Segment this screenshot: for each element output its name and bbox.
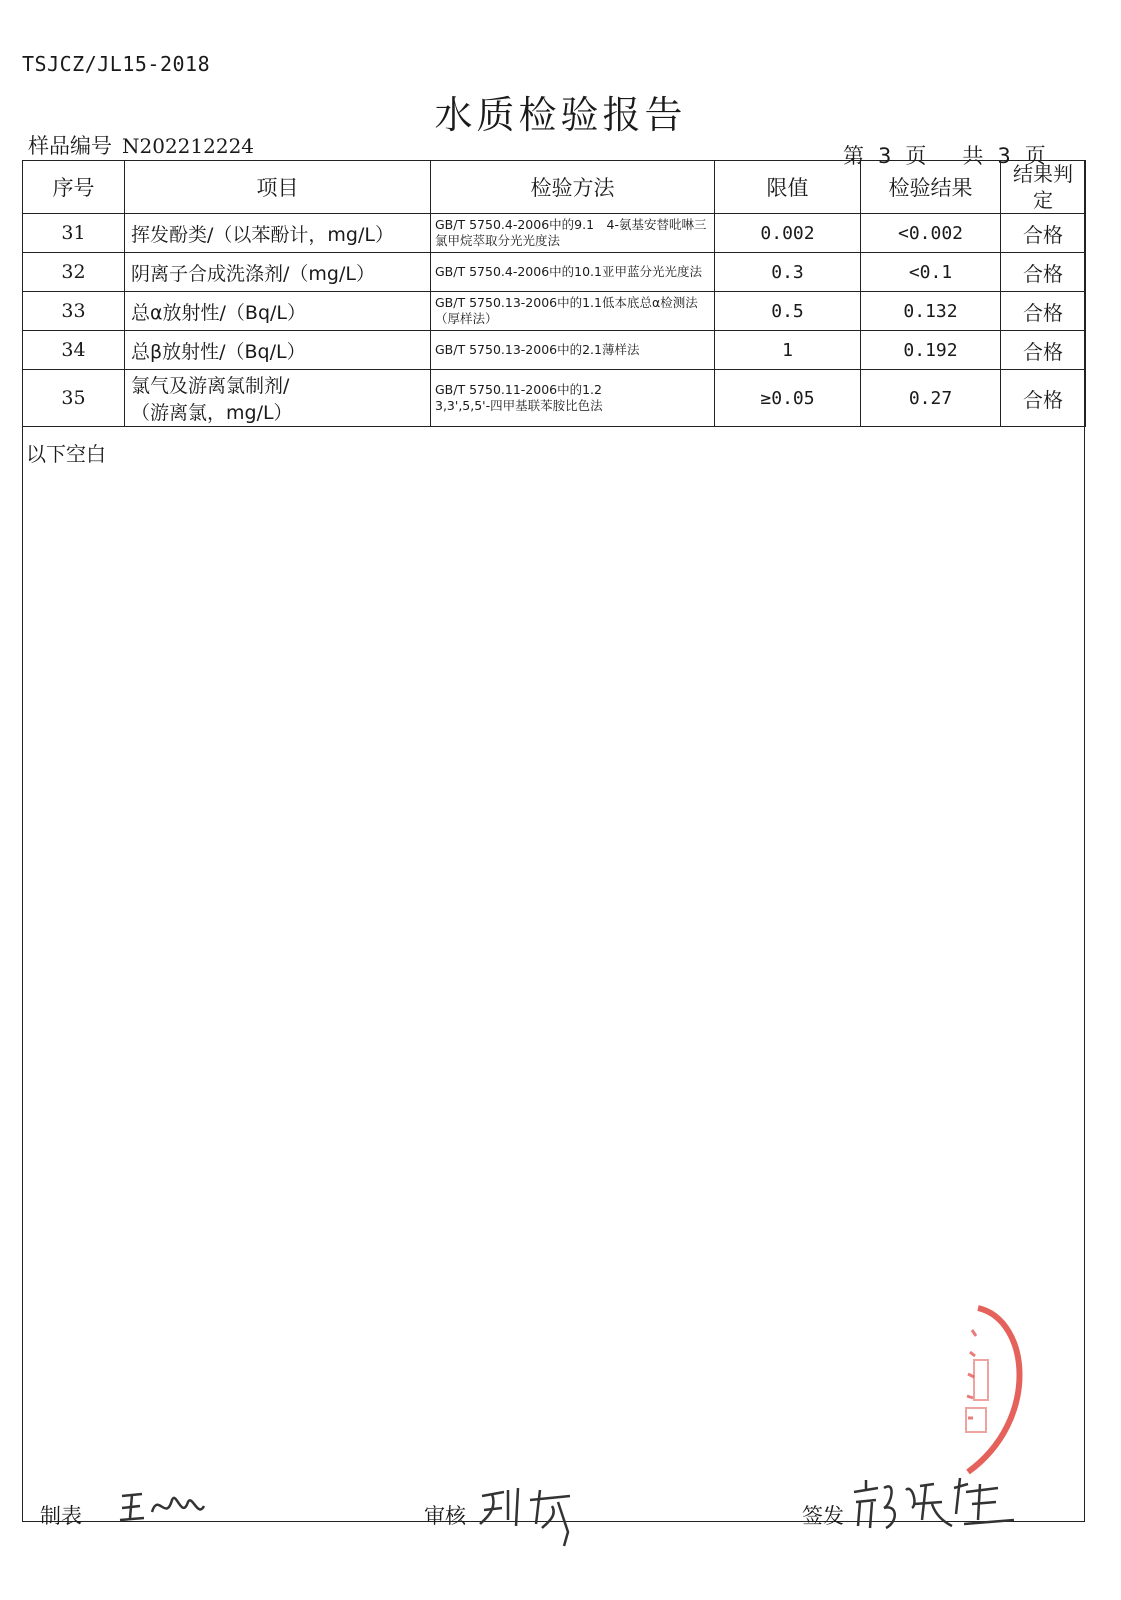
cell-judgement: 合格 [1001, 214, 1086, 253]
page-prefix: 第 [843, 144, 864, 168]
cell-limit: 1 [715, 331, 861, 370]
table-row [23, 253, 1086, 292]
document-code: TSJCZ/JL15-2018 [22, 52, 211, 76]
sample-number-label: 样品编号 [28, 134, 112, 158]
cell-judgement: 合格 [1001, 253, 1086, 292]
cell-item: 总β放射性/（Bq/L） [125, 331, 431, 370]
cell-item-line1: 氯气及游离氯制剂/ [131, 375, 290, 397]
cell-limit: 0.5 [715, 292, 861, 331]
page-current: 3 [878, 144, 892, 168]
column-header-seq: 序号 [23, 161, 125, 214]
cell-seq: 32 [23, 253, 125, 292]
cell-item-line2: （游离氯，mg/L） [131, 402, 293, 424]
cell-method: GB/T 5750.4-2006中的9.1 4-氨基安替吡啉三氯甲烷萃取分光光度法 [431, 214, 715, 253]
cell-judgement: 合格 [1001, 292, 1086, 331]
results-table [22, 160, 1086, 427]
cell-item [125, 370, 431, 427]
cell-result: <0.002 [861, 214, 1001, 253]
cell-seq: 34 [23, 331, 125, 370]
sample-number [28, 130, 254, 160]
prepared-by-label: 制表 [40, 1504, 82, 1528]
report-title: 水质检验报告 [434, 93, 687, 137]
column-header-result: 检验结果 [861, 161, 1001, 214]
page-total-unit: 页 [1024, 144, 1046, 168]
cell-judgement: 合格 [1001, 370, 1086, 427]
cell-method-line2: 3,3',5,5'-四甲基联苯胺比色法 [435, 398, 603, 413]
issued-by-label: 签发 [802, 1504, 844, 1528]
cell-method: GB/T 5750.4-2006中的10.1亚甲蓝分光光度法 [431, 253, 715, 292]
table-header-row [23, 161, 1086, 214]
page-total-prefix: 共 [962, 144, 984, 168]
cell-limit: ≥0.05 [715, 370, 861, 427]
cell-result: 0.132 [861, 292, 1001, 331]
table-row [23, 292, 1086, 331]
table-row [23, 370, 1086, 427]
cell-method: GB/T 5750.13-2006中的2.1薄样法 [431, 331, 715, 370]
cell-method [431, 370, 715, 427]
page-total: 3 [997, 144, 1011, 168]
cell-seq: 31 [23, 214, 125, 253]
table-row [23, 214, 1086, 253]
table-row [23, 331, 1086, 370]
column-header-item: 项目 [125, 161, 431, 214]
blank-below-note: 以下空白 [26, 442, 106, 466]
column-header-limit: 限值 [715, 161, 861, 214]
sample-number-value: N202212224 [122, 134, 255, 158]
cell-result: <0.1 [861, 253, 1001, 292]
reviewed-by-label: 审核 [424, 1504, 466, 1528]
cell-item: 挥发酚类/（以苯酚计，mg/L） [125, 214, 431, 253]
cell-limit: 0.3 [715, 253, 861, 292]
prepared-signature-icon [118, 1482, 208, 1526]
cell-item: 阴离子合成洗涤剂/（mg/L） [125, 253, 431, 292]
cell-limit: 0.002 [715, 214, 861, 253]
cell-judgement: 合格 [1001, 331, 1086, 370]
cell-result: 0.192 [861, 331, 1001, 370]
column-header-judgement: 结果判定 [1001, 161, 1086, 214]
cell-item: 总α放射性/（Bq/L） [125, 292, 431, 331]
issuer-signature-icon [848, 1474, 1018, 1534]
column-header-method: 检验方法 [431, 161, 715, 214]
cell-seq: 35 [23, 370, 125, 427]
cell-method: GB/T 5750.13-2006中的1.1低本底总α检测法（厚样法） [431, 292, 715, 331]
cell-seq: 33 [23, 292, 125, 331]
inspection-seal-icon [920, 1300, 1040, 1480]
cell-method-line1: GB/T 5750.11-2006中的1.2 [435, 382, 602, 397]
page-unit: 页 [905, 144, 927, 168]
cell-result: 0.27 [861, 370, 1001, 427]
reviewer-signature-icon [478, 1480, 578, 1552]
